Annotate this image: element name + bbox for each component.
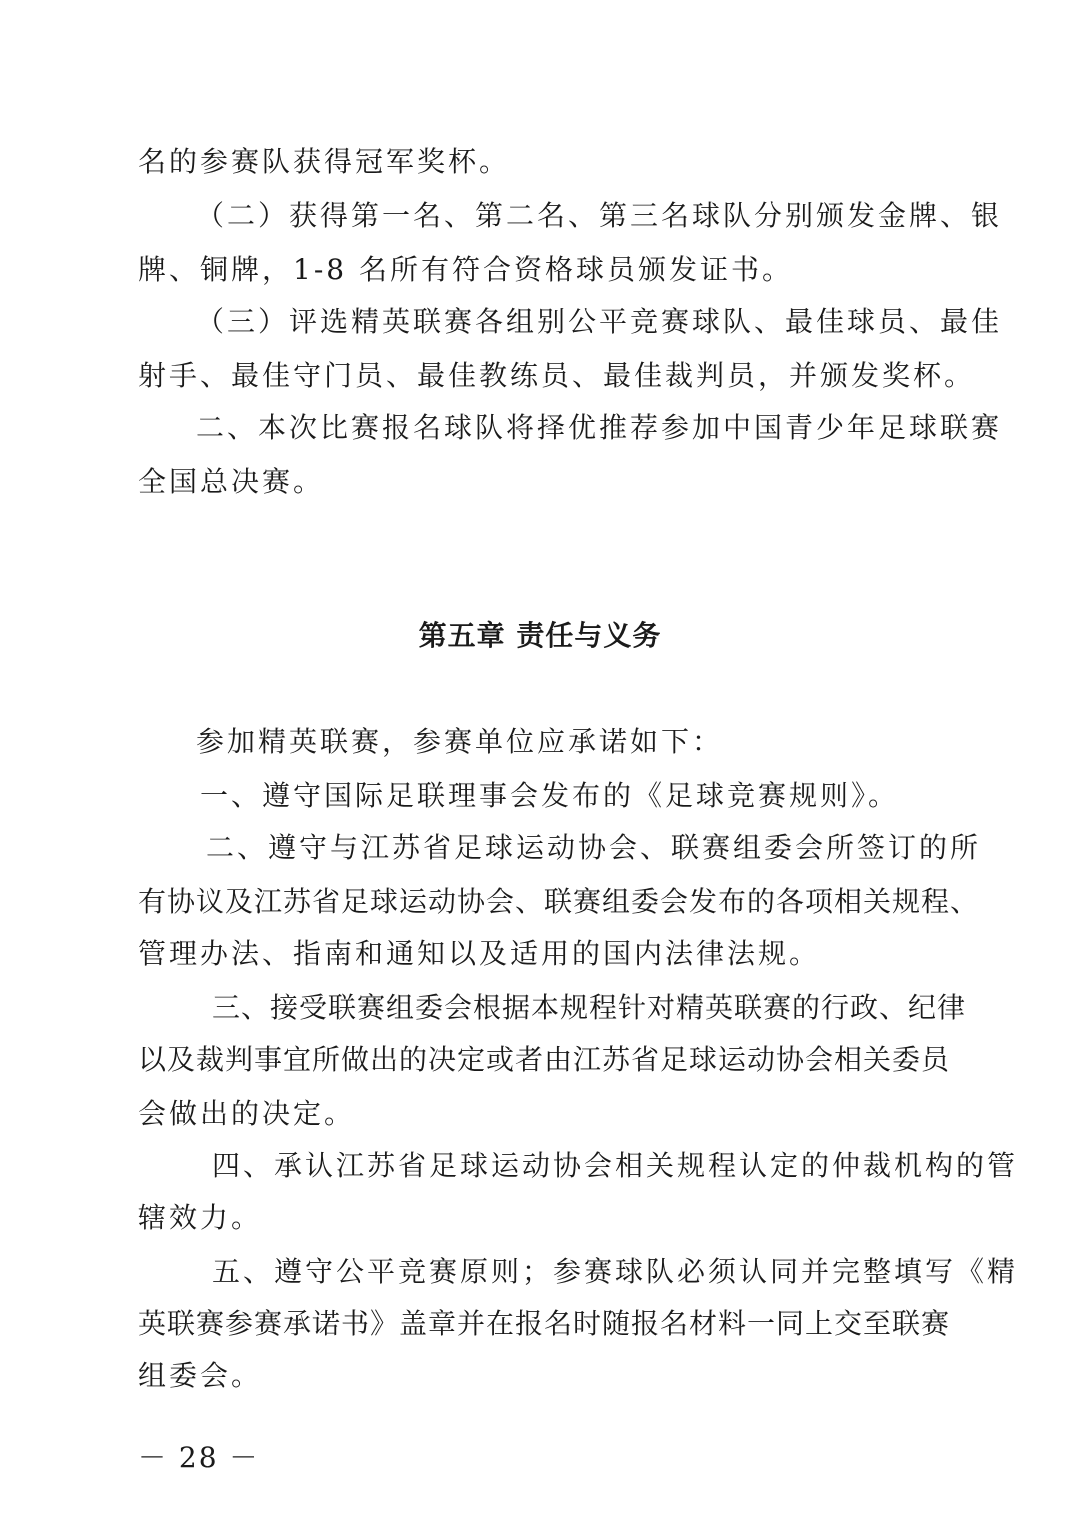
text-line: 管理办法、指南和通知以及适用的国内法律法规。 (138, 937, 821, 970)
text-line: 五、遵守公平竞赛原则；参赛球队必须认同并完整填写《精 (212, 1255, 1019, 1288)
text-line: 二、遵守与江苏省足球运动协会、联赛组委会所签订的所 (206, 831, 982, 864)
text-line: 射手、最佳守门员、最佳教练员、最佳裁判员，并颁发奖杯。 (138, 359, 976, 392)
text-line: 辖效力。 (138, 1201, 263, 1234)
text-line: 名的参赛队获得冠军奖杯。 (138, 145, 511, 178)
text-line: 有协议及江苏省足球运动协会、联赛组委会发布的各项相关规程、 (138, 885, 980, 918)
text-line: 以及裁判事宜所做出的决定或者由江苏省足球运动协会相关委员 (138, 1043, 951, 1076)
text-line: 三、接受联赛组委会根据本规程针对精英联赛的行政、纪律 (212, 991, 967, 1024)
text-line: （三）评选精英联赛各组别公平竞赛球队、最佳球员、最佳 (196, 305, 1003, 338)
text-line: 牌、铜牌，1-8 名所有符合资格球员颁发证书。 (138, 253, 793, 286)
text-line: 会做出的决定。 (138, 1097, 356, 1130)
text-line: 全国总决赛。 (138, 465, 325, 498)
text-line: 英联赛参赛承诺书》盖章并在报名时随报名材料一同上交至联赛 (138, 1307, 951, 1340)
page-number: － 28 － (138, 1441, 260, 1474)
chapter-title: 第五章 责任与义务 (418, 619, 662, 652)
text-line: 二、本次比赛报名球队将择优推荐参加中国青少年足球联赛 (196, 411, 1003, 444)
text-line: 四、承认江苏省足球运动协会相关规程认定的仲裁机构的管 (212, 1149, 1019, 1182)
text-line: （二）获得第一名、第二名、第三名球队分别颁发金牌、银 (196, 199, 1003, 232)
text-line: 组委会。 (138, 1359, 263, 1392)
text-line: 一、遵守国际足联理事会发布的《足球竞赛规则》。 (200, 779, 900, 812)
text-line: 参加精英联赛，参赛单位应承诺如下： (196, 725, 724, 758)
